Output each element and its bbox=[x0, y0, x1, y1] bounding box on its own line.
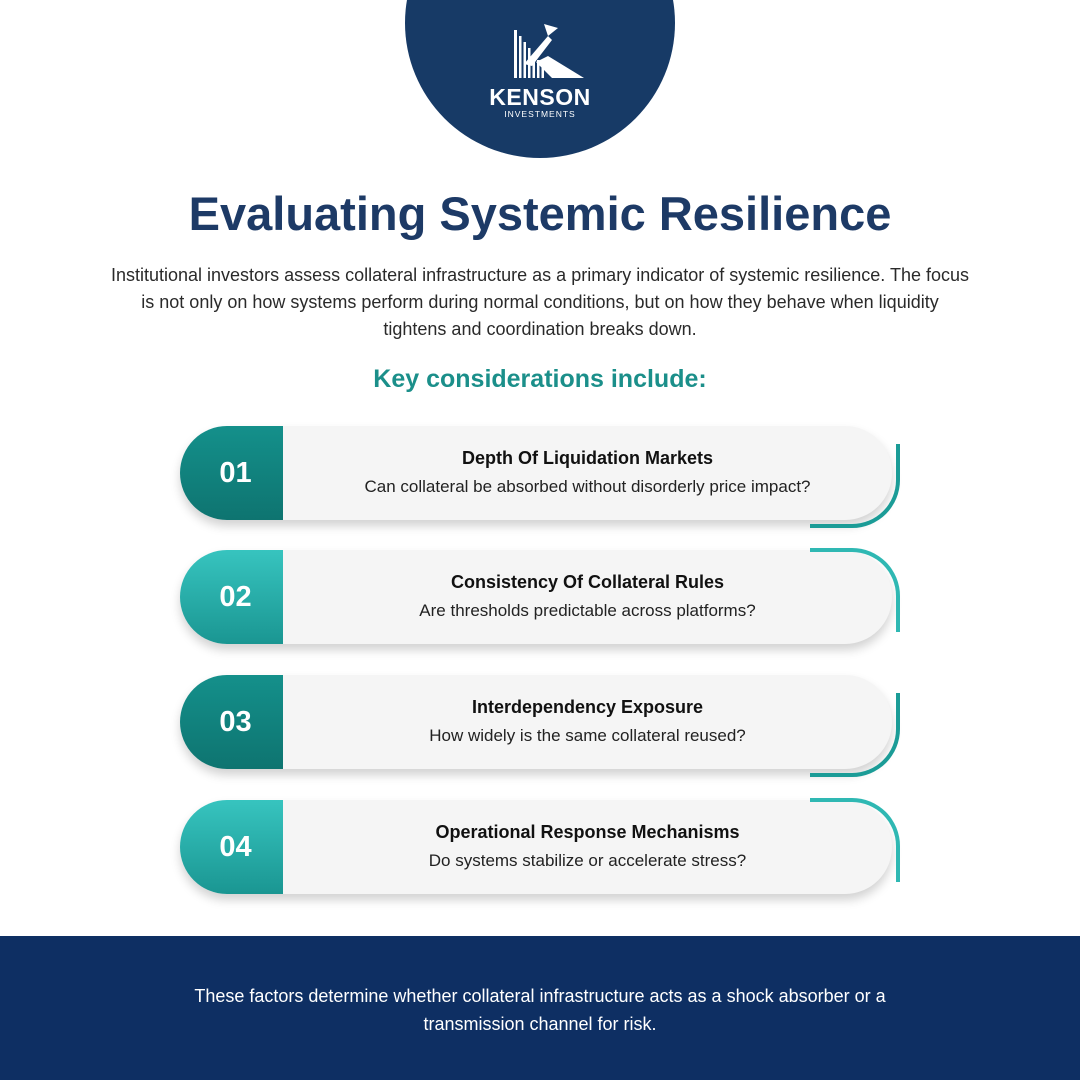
consideration-description: Can collateral be absorbed without disorderly price impact? bbox=[364, 477, 811, 496]
consideration-number: 04 bbox=[180, 800, 283, 894]
consideration-number: 01 bbox=[180, 426, 283, 520]
consideration-description: Are thresholds predictable across platforms? bbox=[419, 601, 756, 620]
consideration-card-3 bbox=[180, 675, 892, 769]
consideration-title: Consistency Of Collateral Rules bbox=[450, 572, 725, 592]
intro-paragraph: Institutional investors assess collateral infrastructure as a primary indicator of systemic resilience. The focus is not only on how systems perform during normal conditions, but on how they behave when liquidity tightens and coordination breaks down. bbox=[110, 265, 969, 339]
consideration-card-2 bbox=[180, 550, 892, 644]
consideration-description: How widely is the same collateral reused? bbox=[429, 726, 746, 745]
consideration-card-4 bbox=[180, 800, 892, 894]
consideration-title: Operational Response Mechanisms bbox=[435, 822, 740, 842]
brand-name: KENSON bbox=[489, 84, 591, 110]
footer-text: These factors determine whether collateral infrastructure acts as a shock absorber or a transmission channel for risk. bbox=[194, 986, 886, 1034]
consideration-card-1 bbox=[180, 426, 892, 520]
consideration-number: 02 bbox=[180, 550, 283, 644]
consideration-title: Depth Of Liquidation Markets bbox=[461, 448, 713, 468]
consideration-description: Do systems stabilize or accelerate stress? bbox=[428, 851, 747, 870]
k-arrow-logo-icon bbox=[508, 18, 592, 86]
brand-subtitle: INVESTMENTS bbox=[504, 109, 576, 119]
page-title: Evaluating Systemic Resilience bbox=[188, 187, 892, 240]
key-considerations-heading: Key considerations include: bbox=[373, 365, 707, 393]
consideration-title: Interdependency Exposure bbox=[471, 697, 704, 717]
consideration-number: 03 bbox=[180, 675, 283, 769]
